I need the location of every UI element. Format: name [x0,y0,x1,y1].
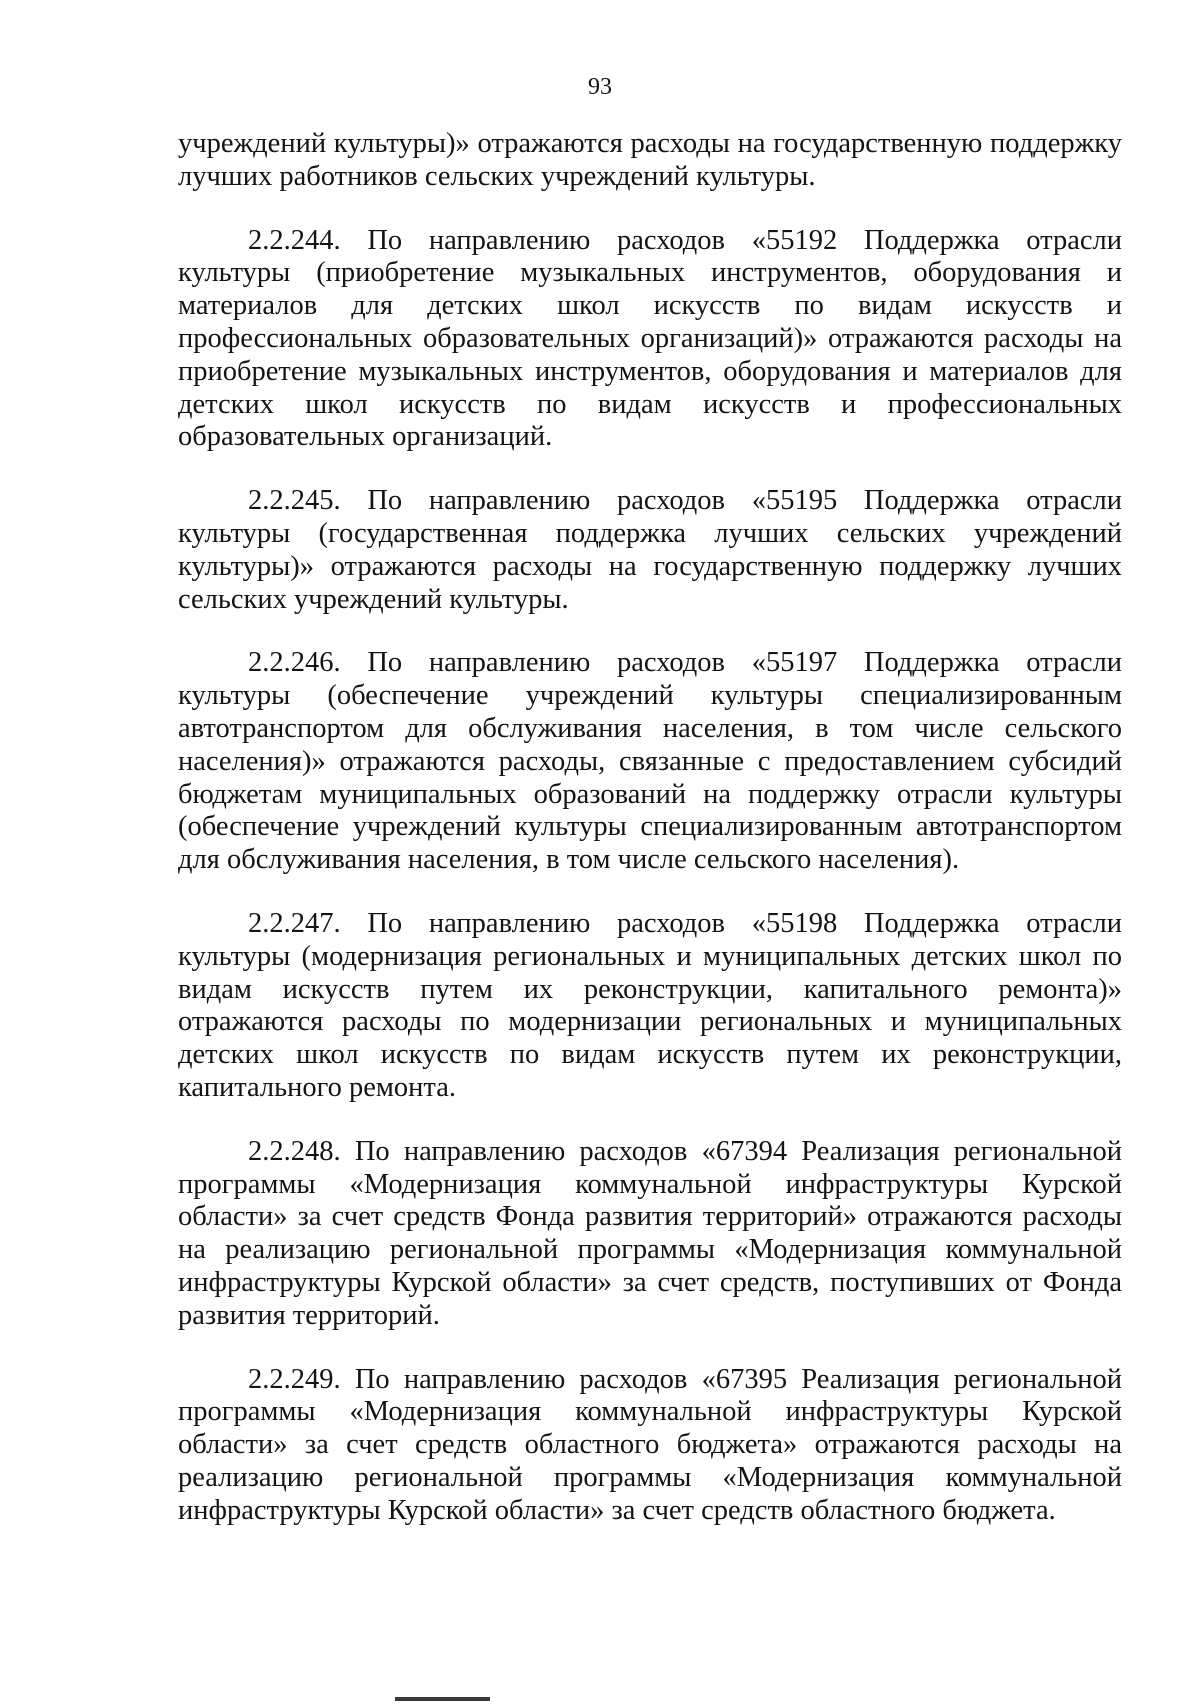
paragraph-number: 2.2.249. [248,1363,341,1395]
paragraph-number: 2.2.246. [248,647,341,679]
paragraph-2-2-245 [178,485,1122,616]
paragraph-number: 2.2.244. [248,224,341,256]
paragraph-text: По направлению расходов «67395 Реализация региональной программы «Модернизация коммунальной инфраструктуры Курской области» за счет средств областного бюджета» отражаются расходы на реализацию региональной программы «Модернизация коммунальной инфраструктуры Курской области» за счет средств областного бюджета. [178,1363,1123,1526]
paragraph-2-2-248 [178,1136,1122,1333]
paragraph-2-2-249 [178,1364,1122,1528]
paragraph-text: По направлению расходов «55195 Поддержка отрасли культуры (государственная поддержка лучших сельских учреждений культуры)» отражаются расходы на государственную поддержку лучших сельских учреждений культуры. [178,485,1122,615]
paragraph-number: 2.2.245. [248,485,341,517]
paragraph-2-2-246 [178,647,1122,877]
paragraph-text: По направлению расходов «55192 Поддержка отрасли культуры (приобретение музыкальных инструментов, оборудования и материалов для детских школ искусств по видам искусств и профессиональных образовательных организаций)» отражаются расходы на приобретение музыкальных инструментов, оборудования и материалов для детских школ искусств по видам искусств и профессиональных образовательных организаций. [178,224,1122,453]
paragraph-number: 2.2.248. [248,1135,341,1167]
document-body [178,128,1122,1527]
paragraph-text: учреждений культуры)» отражаются расходы на государственную поддержку лучших работников сельских учреждений культуры. [178,128,1122,192]
page-number: 93 [588,74,612,100]
paragraph-number: 2.2.247. [248,907,341,939]
paragraph-2-2-247 [178,908,1122,1105]
paragraph-2-2-244 [178,225,1122,455]
paragraph-continuation [178,128,1122,194]
paragraph-text: По направлению расходов «55197 Поддержка отрасли культуры (обеспечение учреждений культуры специализированным автотранспортом для обслуживания населения, в том числе сельского населения)» отражаются расходы, связанные с предоставлением субсидий бюджетам муниципальных образований на поддержку отрасли культуры (обеспечение учреждений культуры специализированным автотранспортом для обслуживания населения, в том числе сельского населения). [178,647,1122,876]
paragraph-text: По направлению расходов «55198 Поддержка отрасли культуры (модернизация региональных и муниципальных детских школ по видам искусств путем их реконструкции, капитального ремонта)» отражаются расходы по модернизации региональных и муниципальных детских школ искусств по видам искусств путем их реконструкции, капитального ремонта. [178,907,1122,1103]
scan-footer-mark [395,1697,490,1701]
paragraph-text: По направлению расходов «67394 Реализация региональной программы «Модернизация коммунальной инфраструктуры Курской области» за счет средств Фонда развития территорий» отражаются расходы на реализацию региональной программы «Модернизация коммунальной инфраструктуры Курской области» за счет средств, поступивших от Фонда развития территорий. [178,1135,1123,1331]
